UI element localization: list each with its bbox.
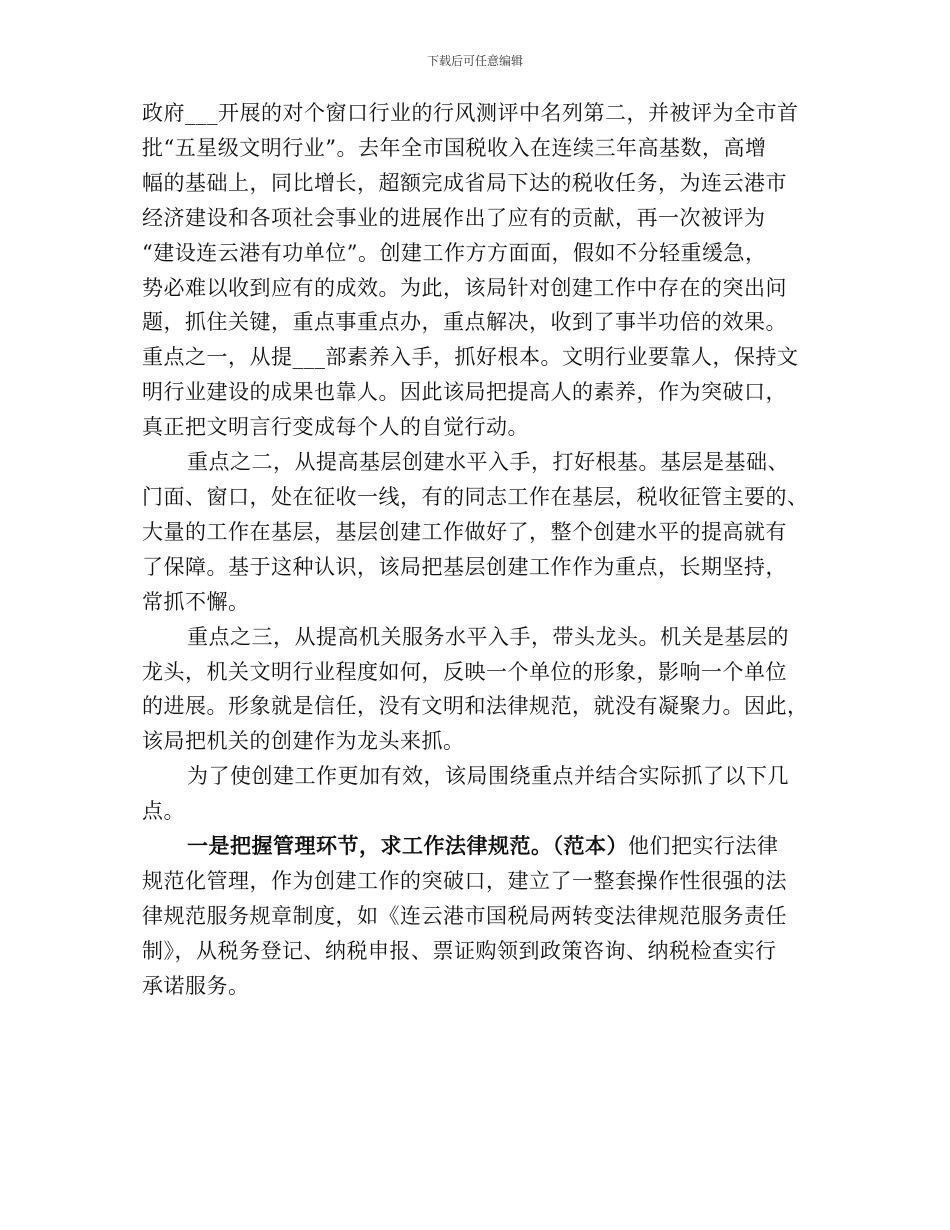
paragraph-1 — [142, 96, 826, 445]
text-line: 律规范服务规章制度，如《连云港市国税局两转变法律规范服务责任 — [142, 903, 787, 928]
text-line: 规范化管理，作为创建工作的突破口，建立了一整套操作性很强的法 — [142, 868, 787, 893]
text-line: 点。 — [142, 799, 185, 824]
paragraph-5 — [142, 829, 826, 1004]
paragraph-4 — [142, 759, 826, 829]
text-line: 龙头，机关文明行业程度如何，反映一个单位的形象，影响一个单位 — [142, 659, 787, 684]
bold-lead-heading: 一是把握管理环节，求工作法律规范。（范本） — [187, 833, 628, 859]
text-line: 势必难以收到应有的成效。为此，该局针对创建工作中存在的突出问 — [142, 275, 787, 300]
text-line: 真正把文明言行变成每个人的自觉行动。 — [142, 415, 529, 440]
text-line: 常抓不懈。 — [142, 589, 250, 614]
text-line: 重点之二，从提高基层创建水平入手，打好根基。基层是基础、 — [187, 450, 789, 475]
text-line: 了保障。基于这种认识，该局把基层创建工作作为重点，长期坚持， — [142, 554, 787, 579]
text-line: “建设连云港有功单位”。创建工作方方面面，假如不分轻重缓急， — [142, 240, 767, 265]
text-line: 的进展。形象就是信任，没有文明和法律规范，就没有凝聚力。因此， — [142, 694, 809, 719]
text-line: 经济建设和各项社会事业的进展作出了应有的贡献，再一次被评为 — [142, 205, 766, 230]
text-line: 制》，从税务登记、纳税申报、票证购领到政策咨询、纳税检查实行 — [142, 938, 777, 963]
text-line: 重点之一，从提___部素养入手，抓好根本。文明行业要靠人，保持文 — [142, 345, 799, 370]
page-header-note: 下载后可任意编辑 — [426, 54, 523, 68]
text-line: 为了使创建工作更加有效，该局围绕重点并结合实际抓了以下几 — [187, 764, 789, 789]
text-line: 门面、窗口，处在征收一线，有的同志工作在基层，税收征管主要的、 — [142, 484, 809, 509]
text-line: 承诺服务。 — [142, 973, 250, 998]
text-line: 题，抓住关键，重点事重点办，重点解决，收到了事半功倍的效果。 — [142, 310, 787, 335]
text-line: 政府___开展的对个窗口行业的行风测评中名列第二，并被评为全市首 — [142, 101, 799, 125]
text-line: 批“五星级文明行业”。去年全市国税收入在连续三年高基数，高增 — [142, 135, 767, 160]
text-line: 幅的基础上，同比增长，超额完成省局下达的税收任务，为连云港市 — [142, 170, 787, 195]
text-line-rest: 他们把实行法律 — [628, 834, 779, 859]
paragraph-2 — [142, 445, 826, 620]
document-body — [142, 96, 826, 1004]
text-line: 明行业建设的成果也靠人。因此该局把提高人的素养，作为突破口， — [142, 380, 787, 405]
text-line: 该局把机关的创建作为龙头来抓。 — [142, 729, 465, 754]
text-line: 大量的工作在基层，基层创建工作做好了，整个创建水平的提高就有 — [142, 519, 787, 544]
text-line-with-bold-lead — [142, 829, 826, 864]
paragraph-3 — [142, 620, 826, 760]
text-line: 重点之三，从提高机关服务水平入手，带头龙头。机关是基层的 — [187, 624, 789, 649]
